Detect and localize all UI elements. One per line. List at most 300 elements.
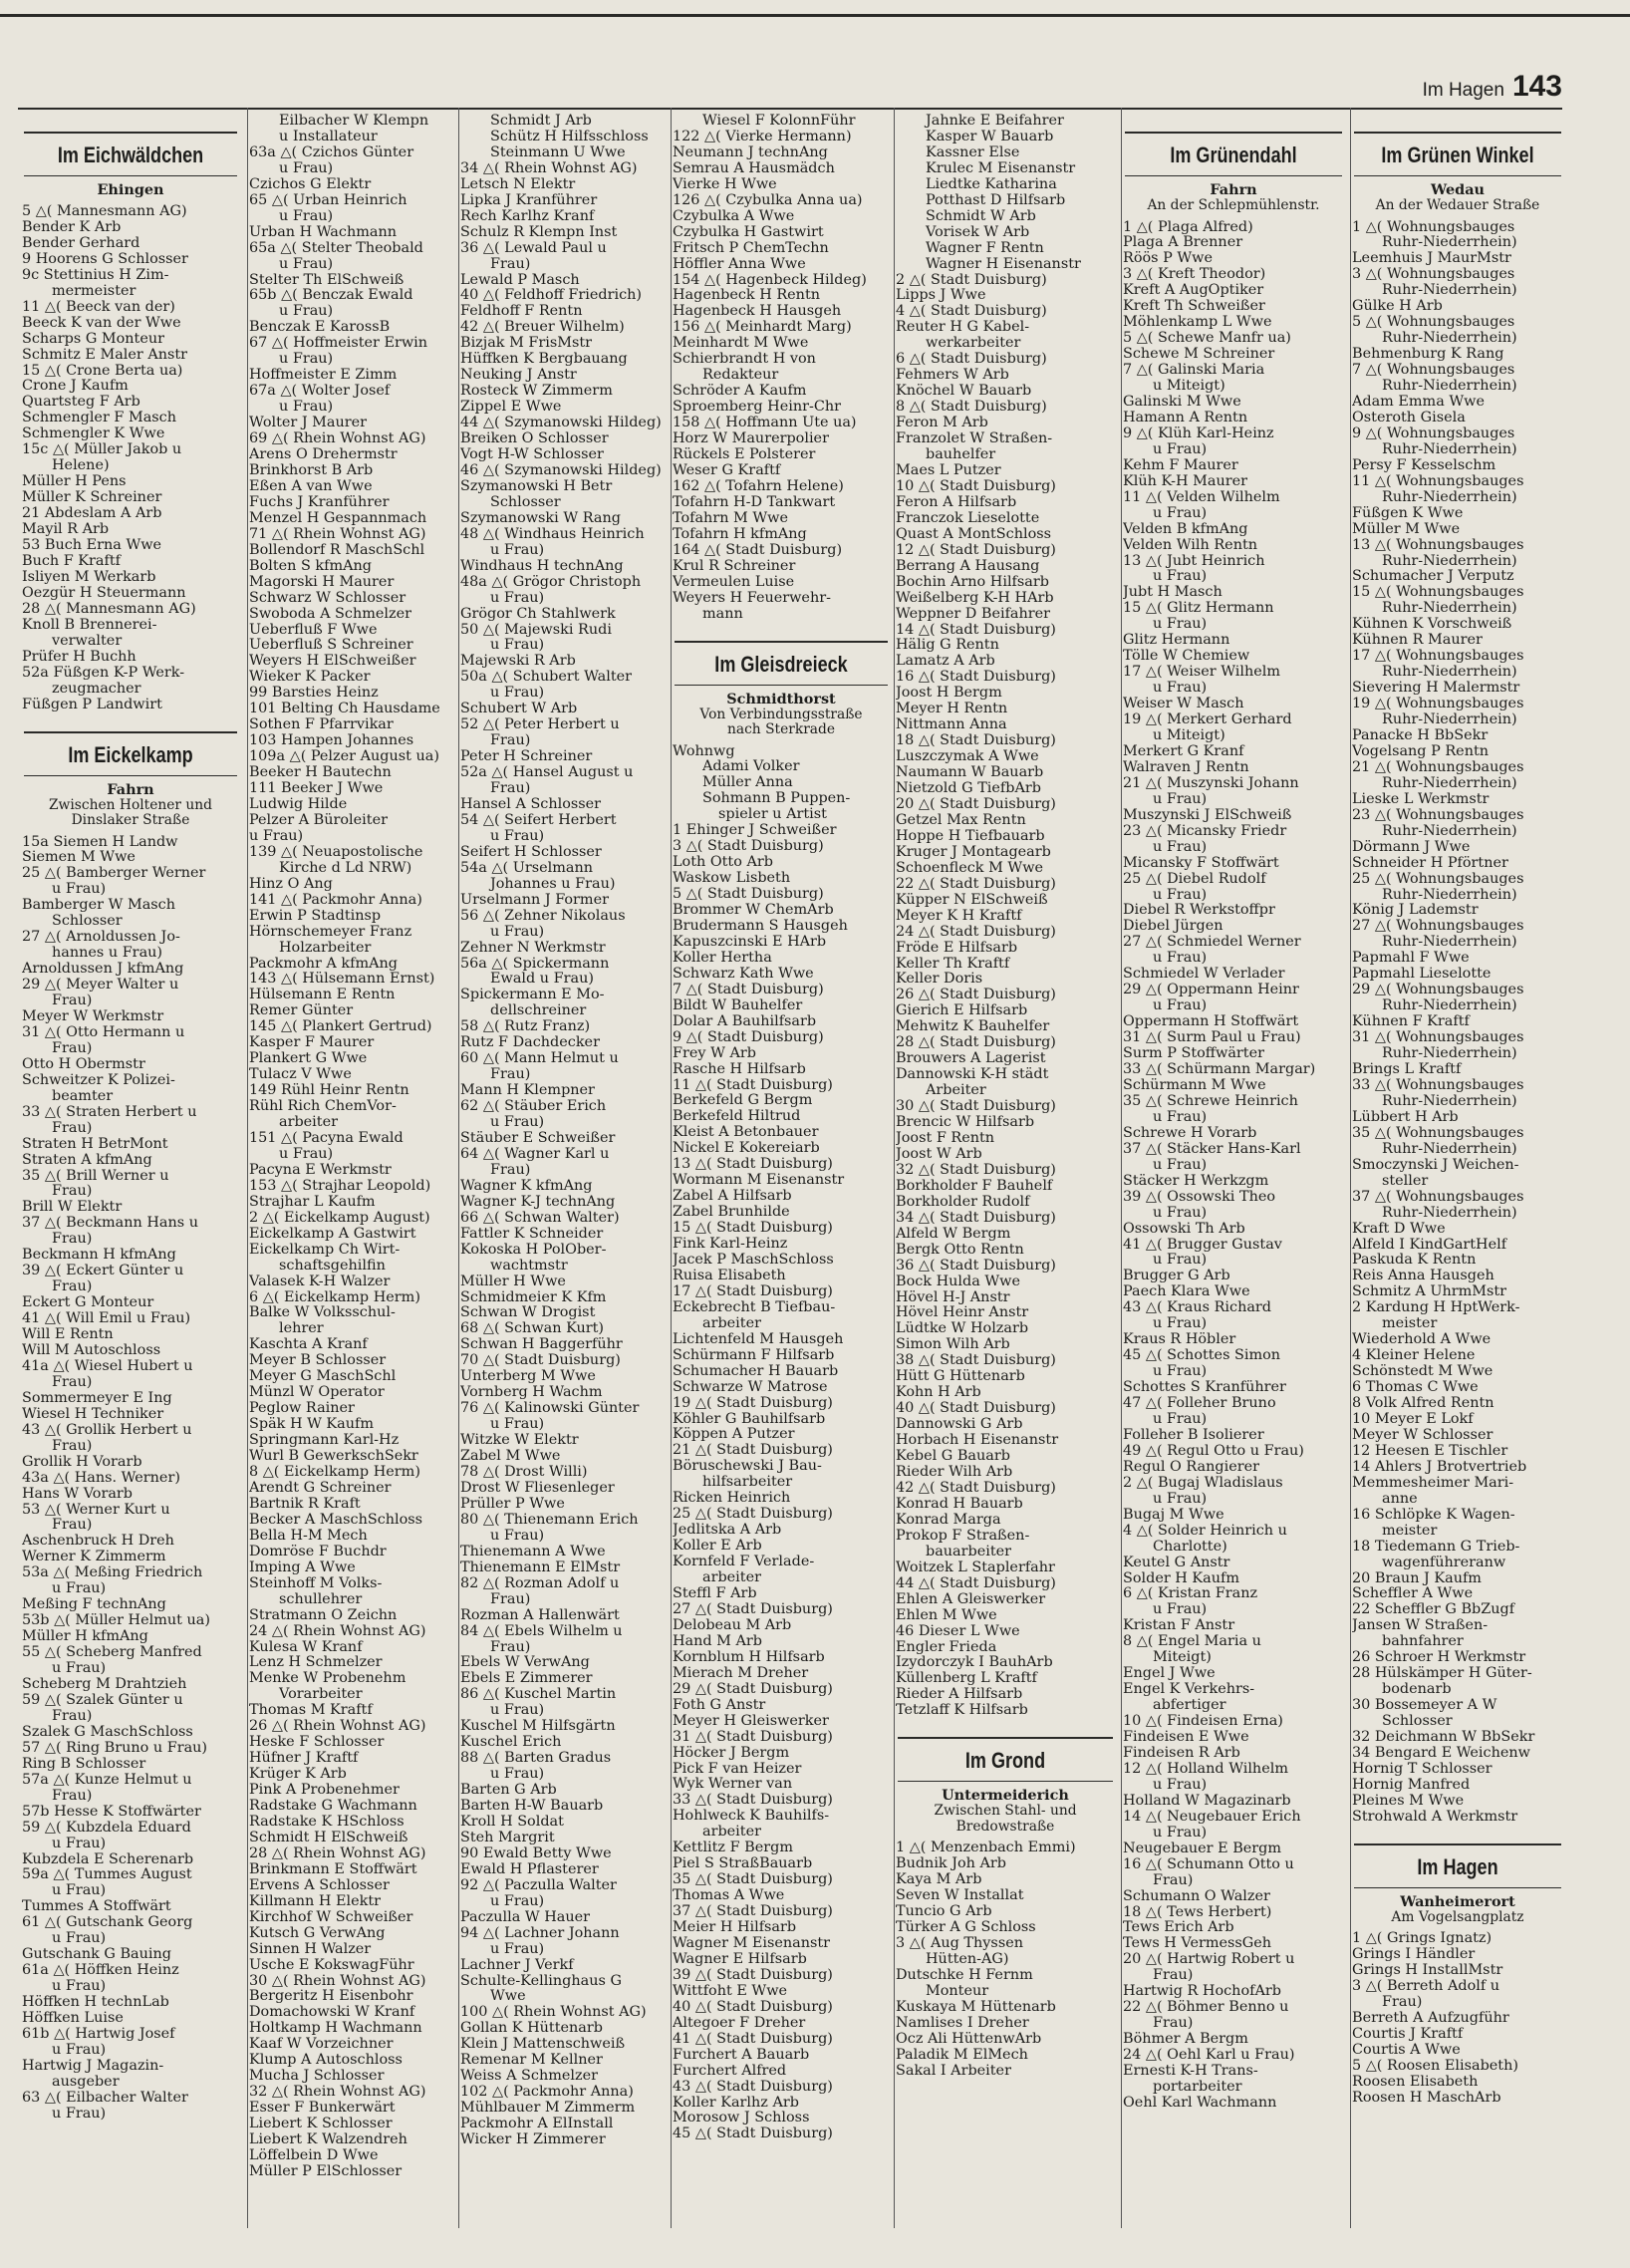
directory-entry: Hornig Manfred (1352, 1777, 1471, 1793)
directory-entry: Folleher B Isolierer (1123, 1427, 1264, 1443)
column-divider (458, 108, 459, 2228)
directory-entry: Schlosser (1382, 1714, 1453, 1730)
directory-entry: 60 △( Mann Helmut u (460, 1051, 619, 1067)
directory-entry: 31 △( Surm Paul u Frau) (1123, 1030, 1301, 1046)
street-heading (1352, 1843, 1563, 1926)
directory-entry: Ruhr-Niederrhein) (1382, 712, 1517, 728)
directory-entry: Kasper F Maurer (249, 1035, 375, 1051)
directory-entry: Unterberg M Wwe (460, 1369, 596, 1385)
directory-entry: mermeister (52, 283, 136, 299)
directory-entry: 17 △( Wohnungsbauges (1352, 649, 1524, 665)
directory-entry: 52a △( Hansel August u (460, 765, 634, 781)
directory-entry: Thomas A Wwe (673, 1888, 785, 1904)
directory-entry: Grings I Händler (1352, 1947, 1476, 1963)
directory-entry: 13 △( Wohnungsbauges (1352, 537, 1524, 553)
directory-entry: u Frau) (52, 2042, 107, 2058)
directory-entry: 2 △( Bugaj Wladislaus (1123, 1475, 1283, 1491)
directory-entry: Stäcker H Werkzgm (1123, 1173, 1269, 1189)
directory-entry: Schoenfleck M Wwe (896, 860, 1044, 876)
directory-entry: 15 △( Wohnungsbauges (1352, 585, 1524, 601)
directory-entry: Müller K Schreiner (22, 490, 162, 506)
directory-entry: Bollendorf R MaschSchl (249, 542, 425, 558)
directory-entry: Wolter J Maurer (249, 416, 368, 431)
directory-entry: Ruhr-Niederrhein) (1382, 665, 1517, 681)
directory-entry: Charlotte) (1153, 1539, 1227, 1555)
directory-entry: lehrer (279, 1321, 324, 1337)
directory-entry: 139 △( Neuapostolische (249, 844, 423, 860)
directory-entry: Ruhr-Niederrhein) (1382, 823, 1517, 839)
directory-entry: 10 Meyer E Lokf (1352, 1411, 1474, 1427)
street-location-note: Bredowstraße (955, 1818, 1055, 1835)
directory-entry: Plaga A Brenner (1123, 235, 1243, 251)
directory-entry: Liebert K Schlosser (249, 2117, 393, 2132)
directory-entry: Holland W Magazinarb (1123, 1793, 1291, 1809)
directory-entry: Radstake G Wachmann (249, 1799, 417, 1815)
directory-entry: Bochin Arno Hilfsarb (896, 574, 1049, 590)
directory-entry: Vornberg H Wachm (460, 1385, 603, 1401)
directory-entry: 42 △( Breuer Wilhelm) (460, 320, 625, 336)
directory-entry: Wyk Werner van (673, 1777, 793, 1793)
directory-entry: Wagner K kfmAng (460, 1178, 593, 1194)
directory-entry: wachtmstr (490, 1258, 568, 1274)
directory-entry: Hülsemann E Rentn (249, 988, 396, 1003)
directory-entry: 40 △( Stadt Duisburg) (673, 1999, 833, 2015)
directory-entry: Ehlen A Gleiswerker (896, 1591, 1046, 1607)
directory-entry: Tetzlaff K Hilfsarb (896, 1703, 1028, 1719)
directory-entry: Köppen A Putzer (673, 1427, 795, 1443)
directory-entry: Keller Doris (896, 972, 983, 988)
directory-entry: Kreft Th Schweißer (1123, 299, 1265, 315)
directory-entry: 52 △( Peter Herbert u (460, 717, 620, 733)
directory-entry: Münzl W Operator (249, 1385, 385, 1401)
directory-entry: Meyer H Gleiswerker (673, 1713, 829, 1729)
directory-entry: 12 Heesen E Tischler (1352, 1443, 1508, 1459)
directory-entry: Regul O Rangierer (1123, 1459, 1259, 1475)
directory-entry: Schmidt H ElSchweiß (249, 1830, 408, 1845)
directory-entry: Mucha J Schlosser (249, 2069, 385, 2085)
directory-entry: Reis Anna Hausgeh (1352, 1269, 1494, 1284)
directory-entry: Wormann M Eisenanstr (673, 1173, 845, 1189)
directory-entry: Thienemann A Wwe (460, 1544, 606, 1559)
directory-entry: Schmengler F Masch (22, 411, 176, 426)
directory-entry: Pick F van Heizer (673, 1761, 802, 1777)
directory-entry: 43a △( Hans. Werner) (22, 1470, 180, 1486)
directory-entry: 102 △( Packmohr Anna) (460, 2085, 634, 2101)
directory-entry: 27 △( Stadt Duisburg) (673, 1601, 833, 1617)
directory-entry: Menke W Probenehm (249, 1671, 407, 1687)
directory-entry: 71 △( Rhein Wohnst AG) (249, 526, 426, 542)
column-divider (894, 108, 895, 2228)
directory-entry: 149 Rühl Heinr Rentn (249, 1083, 409, 1099)
directory-entry: Getzel Max Rentn (896, 812, 1026, 828)
directory-entry: hannes u Frau) (52, 946, 163, 962)
directory-entry: Frau) (52, 1518, 93, 1534)
directory-entry: Rückels E Polsterer (673, 447, 816, 463)
directory-entry: Hütt G Hüttenarb (896, 1369, 1025, 1385)
directory-entry: 28 △( Stadt Duisburg) (896, 1035, 1056, 1051)
directory-entry: Straten H BetrMont (22, 1136, 168, 1152)
directory-entry: Arbeiter (926, 1083, 986, 1099)
directory-entry: 65 △( Urban Heinrich (249, 192, 408, 208)
directory-entry: Fuchs J Kranführer (249, 494, 390, 510)
directory-entry: Bildt W Bauhelfer (673, 997, 803, 1013)
directory-entry: Schwarz W Schlosser (249, 590, 407, 606)
directory-entry: 61a △( Höffken Heinz (22, 1963, 179, 1979)
directory-entry: Schumann O Walzer (1123, 1888, 1270, 1904)
directory-entry: Strajhar L Kaufm (249, 1194, 376, 1210)
directory-entry: Wieker K Packer (249, 670, 371, 686)
directory-entry: Behmenburg K Rang (1352, 347, 1504, 363)
directory-entry: Rosteck W Zimmerm (460, 384, 613, 400)
directory-entry: Will E Rentn (22, 1327, 114, 1343)
directory-entry: Wiederhold A Wwe (1352, 1332, 1492, 1348)
directory-entry: Wittfoht E Wwe (673, 1983, 788, 1999)
directory-entry: zeugmacher (52, 681, 141, 697)
heading-rule (1354, 132, 1561, 134)
directory-entry: Paech Klara Wwe (1123, 1284, 1250, 1300)
street-location-note: Dinslaker Straße (71, 812, 190, 828)
directory-entry: Nickel E Kokereiarb (673, 1141, 820, 1157)
directory-entry: Redakteur (702, 368, 779, 384)
directory-entry: Beckmann H kfmAng (22, 1248, 176, 1264)
directory-entry: 48a △( Grögor Christoph (460, 574, 642, 590)
directory-entry: Adami Volker (702, 759, 800, 775)
directory-entry: 65b △( Benczak Ewald (249, 288, 413, 304)
directory-entry: 20 △( Hartwig Robert u (1123, 1952, 1295, 1968)
directory-entry: Meßing F technAng (22, 1597, 166, 1613)
directory-entry: Monteur (926, 1983, 989, 1999)
directory-entry: Schlosser (490, 494, 561, 510)
directory-entry: 32 △( Stadt Duisburg) (896, 1162, 1056, 1178)
directory-entry: Joost F Rentn (896, 1131, 995, 1146)
directory-entry: Jahnke E Beifahrer (926, 114, 1064, 129)
directory-entry: Courtis J Kraftf (1352, 2026, 1464, 2042)
directory-entry: 78 △( Drost Willi) (460, 1465, 588, 1481)
directory-entry: Peter H Schreiner (460, 749, 593, 765)
directory-entry: u Frau) (1153, 1411, 1208, 1427)
directory-entry: u Frau) (490, 542, 545, 558)
directory-entry: 28 △( Mannesmann AG) (22, 601, 196, 617)
street-heading (1352, 132, 1563, 214)
directory-entry: 1 △( Plaga Alfred) (1123, 219, 1253, 235)
directory-entry: Crone J Kaufm (22, 379, 129, 395)
directory-entry: Tofahrn H kfmAng (673, 526, 807, 542)
directory-entry: Lieske L Werkmstr (1352, 791, 1490, 807)
directory-entry: Koller E Arb (673, 1539, 762, 1555)
directory-entry: Steffl F Arb (673, 1586, 757, 1602)
directory-entry: u Installateur (279, 129, 378, 144)
directory-entry: 24 △( Stadt Duisburg) (896, 924, 1056, 940)
directory-entry: Lenz H Schmelzer (249, 1655, 383, 1671)
directory-entry: Köhler G Bauhilfsarb (673, 1411, 826, 1427)
directory-entry: Türker A G Schloss (896, 1920, 1036, 1936)
directory-entry: Bergk Otto Rentn (896, 1242, 1024, 1258)
directory-entry: Oehl Karl Wachmann (1123, 2095, 1277, 2111)
directory-entry: Klein J Mattenschweiß (460, 2037, 626, 2053)
directory-entry: Jacek P MaschSchloss (673, 1253, 834, 1268)
directory-entry: Isliyen M Werkarb (22, 569, 156, 585)
directory-entry: 9 △( Stadt Duisburg) (673, 1029, 824, 1045)
directory-entry: Ervens A Schlosser (249, 1877, 390, 1893)
directory-entry: Steh Margrit (460, 1830, 555, 1845)
directory-entry: schaftsgehilfin (279, 1258, 386, 1274)
directory-entry: 12 △( Holland Wilhelm (1123, 1761, 1288, 1777)
directory-entry: u Frau) (1153, 505, 1208, 521)
directory-entry: 11 △( Beeck van der) (22, 299, 175, 315)
directory-entry: 43 △( Stadt Duisburg) (673, 2079, 833, 2095)
directory-entry: Quast A MontSchloss (896, 526, 1052, 542)
directory-entry: Magorski H Maurer (249, 574, 395, 590)
district-name: Schmidthorst (726, 690, 836, 708)
directory-entry: Steinmann U Wwe (490, 144, 626, 160)
directory-entry: 25 △( Wohnungsbauges (1352, 871, 1524, 887)
directory-entry: 10 △( Findeisen Erna) (1123, 1714, 1283, 1730)
directory-entry: Hüffken K Bergbauang (460, 352, 628, 368)
directory-entry: 46 Dieser L Wwe (896, 1623, 1020, 1639)
directory-entry: Ruhr-Niederrhein) (1382, 489, 1517, 505)
directory-entry: Berreth A Aufzugführ (1352, 2011, 1509, 2027)
directory-entry: Schürmann F Hilfsarb (673, 1347, 835, 1363)
directory-entry: u Frau) (52, 1979, 107, 1995)
directory-entry: Walraven J Rentn (1123, 759, 1249, 775)
directory-entry: 61 △( Gutschank Georg (22, 1915, 193, 1931)
directory-entry: 34 △( Rhein Wohnst AG) (460, 160, 638, 176)
directory-entry: 23 △( Micansky Friedr (1123, 823, 1287, 839)
street-heading (896, 1737, 1115, 1835)
directory-entry: Tölle W Chemiew (1123, 649, 1250, 665)
directory-entry: 31 △( Wohnungsbauges (1352, 1030, 1524, 1046)
directory-entry: u Frau) (1153, 1157, 1208, 1173)
directory-entry: Schlosser (52, 914, 123, 930)
directory-entry: Nietzold G TiefbArb (896, 781, 1041, 797)
column-divider (1350, 108, 1351, 2228)
column-3 (460, 114, 665, 2148)
directory-entry: Eckert G Monteur (22, 1295, 154, 1311)
directory-entry: Frau) (490, 1162, 531, 1178)
directory-entry: Meyer K H Kraftf (896, 908, 1022, 924)
directory-entry: Ruhr-Niederrhein) (1382, 998, 1517, 1014)
directory-entry: 156 △( Meinhardt Marg) (673, 320, 852, 336)
directory-entry: Kirchhof W Schweißer (249, 1909, 413, 1925)
directory-entry: 34 Bengard E Weichenw (1352, 1746, 1530, 1761)
street-location-note: An der Wedauer Straße (1375, 197, 1540, 213)
directory-entry: Gierich E Hilfsarb (896, 1003, 1028, 1019)
directory-entry: 3 △( Berreth Adolf u (1352, 1979, 1500, 1995)
directory-entry: Diebel R Werkstoffpr (1123, 903, 1275, 919)
directory-entry: Seven W Installat (896, 1888, 1024, 1904)
directory-entry: 3 △( Kreft Theodor) (1123, 267, 1266, 283)
directory-entry: portarbeiter (1153, 2080, 1242, 2096)
directory-entry: ausgeber (52, 2074, 120, 2090)
directory-entry: Brinkmann E Stoffwärt (249, 1861, 417, 1877)
directory-entry: Piel S StraßBauarb (673, 1856, 813, 1872)
district-name: Wedau (1431, 181, 1485, 198)
running-head-street: Im Hagen (1422, 80, 1504, 101)
directory-entry: 17 △( Stadt Duisburg) (673, 1283, 833, 1299)
directory-entry: 54a △( Urselmann (460, 860, 593, 876)
directory-entry: 29 △( Stadt Duisburg) (673, 1681, 833, 1697)
directory-entry: meister (1382, 1523, 1438, 1539)
directory-entry: arbeiter (279, 1115, 338, 1131)
street-name: Im Gleisdreieck (714, 651, 848, 677)
directory-entry: Memmesheimer Mari- (1352, 1475, 1514, 1491)
directory-entry: Ruhr-Niederrhein) (1382, 553, 1517, 569)
directory-entry: 58 △( Rutz Franz) (460, 1019, 591, 1035)
directory-entry: bahnfahrer (1382, 1634, 1464, 1650)
directory-entry: Diebel Jürgen (1123, 919, 1223, 935)
directory-entry: verwalter (52, 633, 123, 649)
directory-entry: Wiesel H Techniker (22, 1406, 164, 1422)
directory-entry: Kühnen F Kraftf (1352, 1014, 1470, 1030)
directory-entry: 143 △( Hülsemann Ernst) (249, 972, 435, 988)
directory-entry: Hüfner J Kraftf (249, 1751, 359, 1767)
directory-entry: Ossowski Th Arb (1123, 1221, 1245, 1237)
directory-entry: Scharps G Monteur (22, 331, 164, 347)
directory-entry: 15 △( Glitz Hermann (1123, 601, 1274, 617)
directory-entry: Brugger G Arb (1123, 1269, 1230, 1284)
directory-entry: u Frau) (1153, 681, 1208, 697)
directory-entry: Witzke W Elektr (460, 1433, 579, 1449)
directory-entry: 43 △( Kraus Richard (1123, 1300, 1272, 1316)
directory-entry: 15c △( Müller Jakob u (22, 442, 182, 458)
directory-entry: Kasper W Bauarb (926, 129, 1054, 144)
directory-entry: 14 △( Neugebauer Erich (1123, 1809, 1301, 1825)
directory-entry: 40 △( Stadt Duisburg) (896, 1401, 1056, 1417)
directory-entry: Schmiedel W Verlader (1123, 967, 1285, 983)
directory-entry: 53 Buch Erna Wwe (22, 538, 162, 554)
directory-entry: u Frau) (279, 208, 334, 224)
directory-entry: 50a △( Schubert Walter (460, 670, 633, 686)
heading-rule (898, 1737, 1113, 1739)
directory-entry: Domachowski W Kranf (249, 2005, 415, 2021)
directory-entry: Ruhr-Niederrhein) (1382, 1046, 1517, 1062)
directory-entry: Smoczynski J Weichen- (1352, 1157, 1519, 1173)
directory-entry: Grollik H Vorarb (22, 1454, 142, 1470)
directory-entry: 63a △( Czichos Günter (249, 144, 414, 160)
directory-entry: 28 Hülskämper H Güter- (1352, 1666, 1532, 1682)
directory-entry: Frau) (52, 1184, 93, 1200)
directory-entry: Thomas M Kraftf (249, 1703, 373, 1719)
directory-entry: 111 Beeker J Wwe (249, 781, 384, 797)
directory-entry: 56a △( Spickermann (460, 956, 610, 972)
directory-entry: 21 △( Stadt Duisburg) (673, 1443, 833, 1459)
directory-entry: Schweitzer K Polizei- (22, 1072, 175, 1088)
directory-entry: Berkefeld G Bergm (673, 1093, 813, 1109)
directory-entry: Erwin P Stadtinsp (249, 908, 382, 924)
directory-entry: Lamatz A Arb (896, 654, 995, 670)
directory-entry: arbeiter (702, 1315, 761, 1331)
directory-entry: Osteroth Gisela (1352, 410, 1466, 425)
directory-entry: 2 △( Stadt Duisburg) (896, 272, 1047, 288)
directory-entry: Ehlen M Wwe (896, 1607, 997, 1623)
directory-entry: Remer Günter (249, 1003, 354, 1019)
directory-entry: wagenführeranw (1382, 1555, 1506, 1570)
directory-entry: 86 △( Kuschel Martin (460, 1687, 617, 1703)
directory-entry: u Frau) (1153, 1253, 1208, 1269)
directory-entry: Frau) (490, 1591, 531, 1607)
directory-entry: Frau) (52, 1438, 93, 1454)
directory-entry: 145 △( Plankert Gertrud) (249, 1019, 432, 1035)
directory-entry: Ruhr-Niederrhein) (1382, 935, 1517, 951)
directory-entry: Schmidt W Arb (926, 208, 1036, 224)
directory-entry: 34 △( Stadt Duisburg) (896, 1210, 1056, 1226)
directory-entry: Ueberfluß S Schreiner (249, 638, 413, 654)
directory-entry: 30 Bossemeyer A W (1352, 1698, 1497, 1714)
directory-entry: Findeisen R Arb (1123, 1746, 1240, 1761)
directory-entry: Frau) (490, 1639, 531, 1655)
directory-entry: Rieder A Hilfsarb (896, 1687, 1023, 1703)
directory-entry: Mühlbauer M Zimmerm (460, 2101, 636, 2117)
directory-entry: 7 △( Galinski Maria (1123, 363, 1265, 379)
directory-entry: 36 △( Lewald Paul u (460, 240, 607, 256)
column-divider (1121, 108, 1122, 2228)
directory-entry: Lewald P Masch (460, 272, 580, 288)
directory-entry: Meier H Hilfsarb (673, 1920, 797, 1936)
directory-entry: 23 △( Wohnungsbauges (1352, 807, 1524, 823)
directory-entry: u Frau) (1153, 839, 1208, 855)
directory-entry: Killmann H Elektr (249, 1893, 382, 1909)
directory-entry: Roosen Elisabeth (1352, 2074, 1479, 2090)
directory-entry: meister (1382, 1316, 1438, 1332)
directory-entry: Zehner N Werkmstr (460, 940, 606, 956)
directory-entry: u Frau) (249, 828, 304, 844)
directory-entry: 30 △( Stadt Duisburg) (896, 1099, 1056, 1115)
directory-entry: Bizjak M FrisMstr (460, 336, 593, 352)
directory-entry: 29 △( Oppermann Heinr (1123, 983, 1299, 998)
directory-entry: Dutschke H Fernm (896, 1967, 1033, 1983)
directory-entry: Kohn H Arb (896, 1385, 981, 1401)
directory-entry: u Frau) (1153, 791, 1208, 807)
directory-entry: Velden B kfmAng (1123, 521, 1248, 537)
directory-entry: Thienemann E ElMstr (460, 1559, 621, 1575)
directory-entry: Arnoldussen J kfmAng (22, 962, 184, 978)
directory-entry: Rasche H Hilfsarb (673, 1061, 806, 1077)
directory-entry: werkarbeiter (926, 336, 1021, 352)
directory-entry: Wagner E Hilfsarb (673, 1951, 807, 1967)
directory-entry: Küllenberg L Kraftf (896, 1671, 1037, 1687)
directory-entry: Arendt G Schreiner (249, 1480, 392, 1496)
directory-entry: Stratmann O Zeichn (249, 1607, 398, 1623)
directory-entry: Eckebrecht B Tiefbau- (673, 1299, 836, 1315)
directory-entry: Zabel M Wwe (460, 1449, 561, 1465)
directory-entry: Ewald H Pflasterer (460, 1861, 599, 1877)
directory-entry: Böruschewski J Bau- (673, 1459, 822, 1475)
page-header (1423, 70, 1562, 104)
directory-entry: 32 △( Rhein Wohnst AG) (249, 2085, 426, 2101)
directory-entry: Schönstedt M Wwe (1352, 1364, 1494, 1380)
directory-entry: Knöchel W Bauarb (896, 384, 1032, 400)
directory-entry: Zabel A Hilfsarb (673, 1189, 792, 1205)
directory-entry: Kuschel M Hilfsgärtn (460, 1719, 616, 1735)
street-location-note: Zwischen Holtener und (48, 796, 213, 813)
directory-entry: Valasek K-H Walzer (249, 1274, 391, 1289)
directory-entry: Ruhr-Niederrhein) (1382, 1141, 1517, 1157)
directory-entry: bauhelfer (926, 447, 996, 463)
directory-entry: Hövel H-J Anstr (896, 1289, 1010, 1305)
directory-entry: Hans W Vorarb (22, 1486, 134, 1502)
directory-entry: Grögor Ch Stahlwerk (460, 606, 616, 622)
directory-entry: 2 △( Eickelkamp August) (249, 1210, 430, 1226)
directory-entry: Schwan W Drogist (460, 1305, 596, 1321)
directory-entry: Radstake K HSchloss (249, 1814, 405, 1830)
directory-entry: Stäuber E Schweißer (460, 1131, 616, 1146)
directory-entry: mann (702, 606, 743, 622)
directory-entry: 7 △( Stadt Duisburg) (673, 982, 824, 997)
directory-entry: Kaschta A Kranf (249, 1337, 368, 1353)
directory-entry: Weiss A Schmelzer (460, 2069, 598, 2085)
directory-entry: hilfsarbeiter (702, 1475, 793, 1491)
directory-entry: Springmann Karl-Hz (249, 1433, 400, 1449)
